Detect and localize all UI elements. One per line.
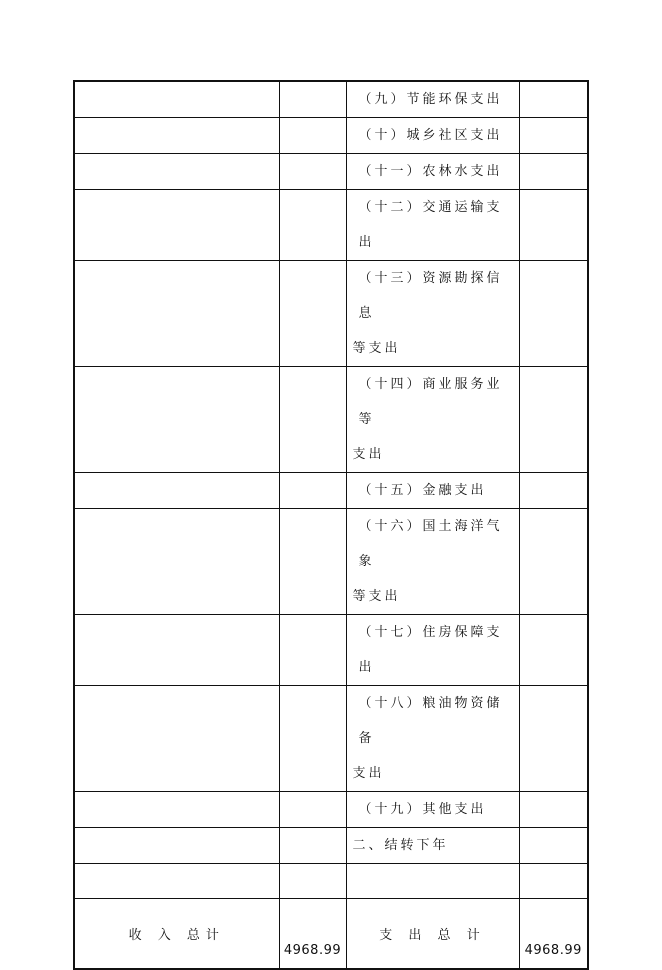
expense-item-label: （十七）住房保障支出	[358, 625, 503, 675]
expense-item-cell	[346, 792, 519, 828]
totals-row	[74, 899, 588, 969]
expense-amount-cell	[519, 864, 588, 899]
expense-item-label-continued: 等支出	[352, 341, 401, 356]
income-amount-cell	[279, 864, 346, 899]
expense-item-cell	[346, 864, 519, 899]
income-amount-cell	[279, 509, 346, 615]
table-row	[74, 118, 588, 154]
table-row	[74, 367, 588, 473]
income-amount-cell	[279, 367, 346, 473]
income-item-cell	[74, 118, 279, 154]
expense-total-value: 4968.99	[519, 899, 588, 969]
expense-item-cell	[346, 154, 519, 190]
expense-item-label: （十一）农林水支出	[358, 164, 503, 179]
expense-item-label-continued: 支出	[352, 766, 385, 781]
expense-item-label: （九）节能环保支出	[358, 92, 503, 107]
expense-amount-cell	[519, 615, 588, 686]
table-row	[74, 473, 588, 509]
table-row	[74, 81, 588, 118]
expense-item-label: （十二）交通运输支出	[358, 200, 503, 250]
table-row	[74, 190, 588, 261]
income-total-value: 4968.99	[279, 899, 346, 969]
expense-item-label: （十四）商业服务业等	[358, 377, 503, 427]
expense-item-cell	[346, 81, 519, 118]
expense-amount-cell	[519, 118, 588, 154]
expense-item-cell	[346, 828, 519, 864]
expense-item-cell	[346, 615, 519, 686]
expense-item-cell	[346, 509, 519, 615]
income-amount-cell	[279, 190, 346, 261]
income-amount-cell	[279, 792, 346, 828]
expense-item-label: （十）城乡社区支出	[358, 128, 503, 143]
table-row	[74, 828, 588, 864]
expense-total-label: 支 出 总 计	[346, 899, 519, 969]
income-amount-cell	[279, 686, 346, 792]
table-row	[74, 686, 588, 792]
income-amount-cell	[279, 828, 346, 864]
expense-item-cell	[346, 473, 519, 509]
expense-item-label: （十六）国土海洋气象	[358, 519, 503, 569]
expense-amount-cell	[519, 261, 588, 367]
expense-item-cell	[346, 367, 519, 473]
expense-amount-cell	[519, 509, 588, 615]
expense-item-label: （十三）资源勘探信息	[358, 271, 503, 321]
expense-item-label: （十八）粮油物资储备	[358, 696, 503, 746]
income-item-cell	[74, 864, 279, 899]
income-item-cell	[74, 509, 279, 615]
income-amount-cell	[279, 81, 346, 118]
income-item-cell	[74, 792, 279, 828]
income-amount-cell	[279, 615, 346, 686]
expense-item-label-continued: 支出	[352, 447, 385, 462]
expense-amount-cell	[519, 190, 588, 261]
budget-summary-table	[73, 80, 589, 970]
expense-amount-cell	[519, 81, 588, 118]
expense-amount-cell	[519, 473, 588, 509]
income-item-cell	[74, 81, 279, 118]
income-item-cell	[74, 473, 279, 509]
income-item-cell	[74, 686, 279, 792]
expense-item-label: 二、结转下年	[352, 838, 449, 853]
table-row-empty	[74, 864, 588, 899]
expense-item-cell	[346, 190, 519, 261]
expense-item-label-continued: 等支出	[352, 589, 401, 604]
income-amount-cell	[279, 261, 346, 367]
expense-amount-cell	[519, 367, 588, 473]
income-amount-cell	[279, 473, 346, 509]
income-item-cell	[74, 828, 279, 864]
income-item-cell	[74, 367, 279, 473]
expense-amount-cell	[519, 154, 588, 190]
income-amount-cell	[279, 154, 346, 190]
income-amount-cell	[279, 118, 346, 154]
expense-item-cell	[346, 686, 519, 792]
expense-amount-cell	[519, 792, 588, 828]
expense-item-cell	[346, 261, 519, 367]
table-row	[74, 261, 588, 367]
income-total-label: 收 入 总计	[74, 899, 279, 969]
income-item-cell	[74, 261, 279, 367]
expense-item-label: （十五）金融支出	[358, 483, 487, 498]
income-item-cell	[74, 154, 279, 190]
table-row	[74, 509, 588, 615]
expense-amount-cell	[519, 828, 588, 864]
expense-amount-cell	[519, 686, 588, 792]
expense-item-cell	[346, 118, 519, 154]
income-item-cell	[74, 190, 279, 261]
table-row	[74, 154, 588, 190]
table-row	[74, 615, 588, 686]
income-item-cell	[74, 615, 279, 686]
table-row	[74, 792, 588, 828]
expense-item-label: （十九）其他支出	[358, 802, 487, 817]
